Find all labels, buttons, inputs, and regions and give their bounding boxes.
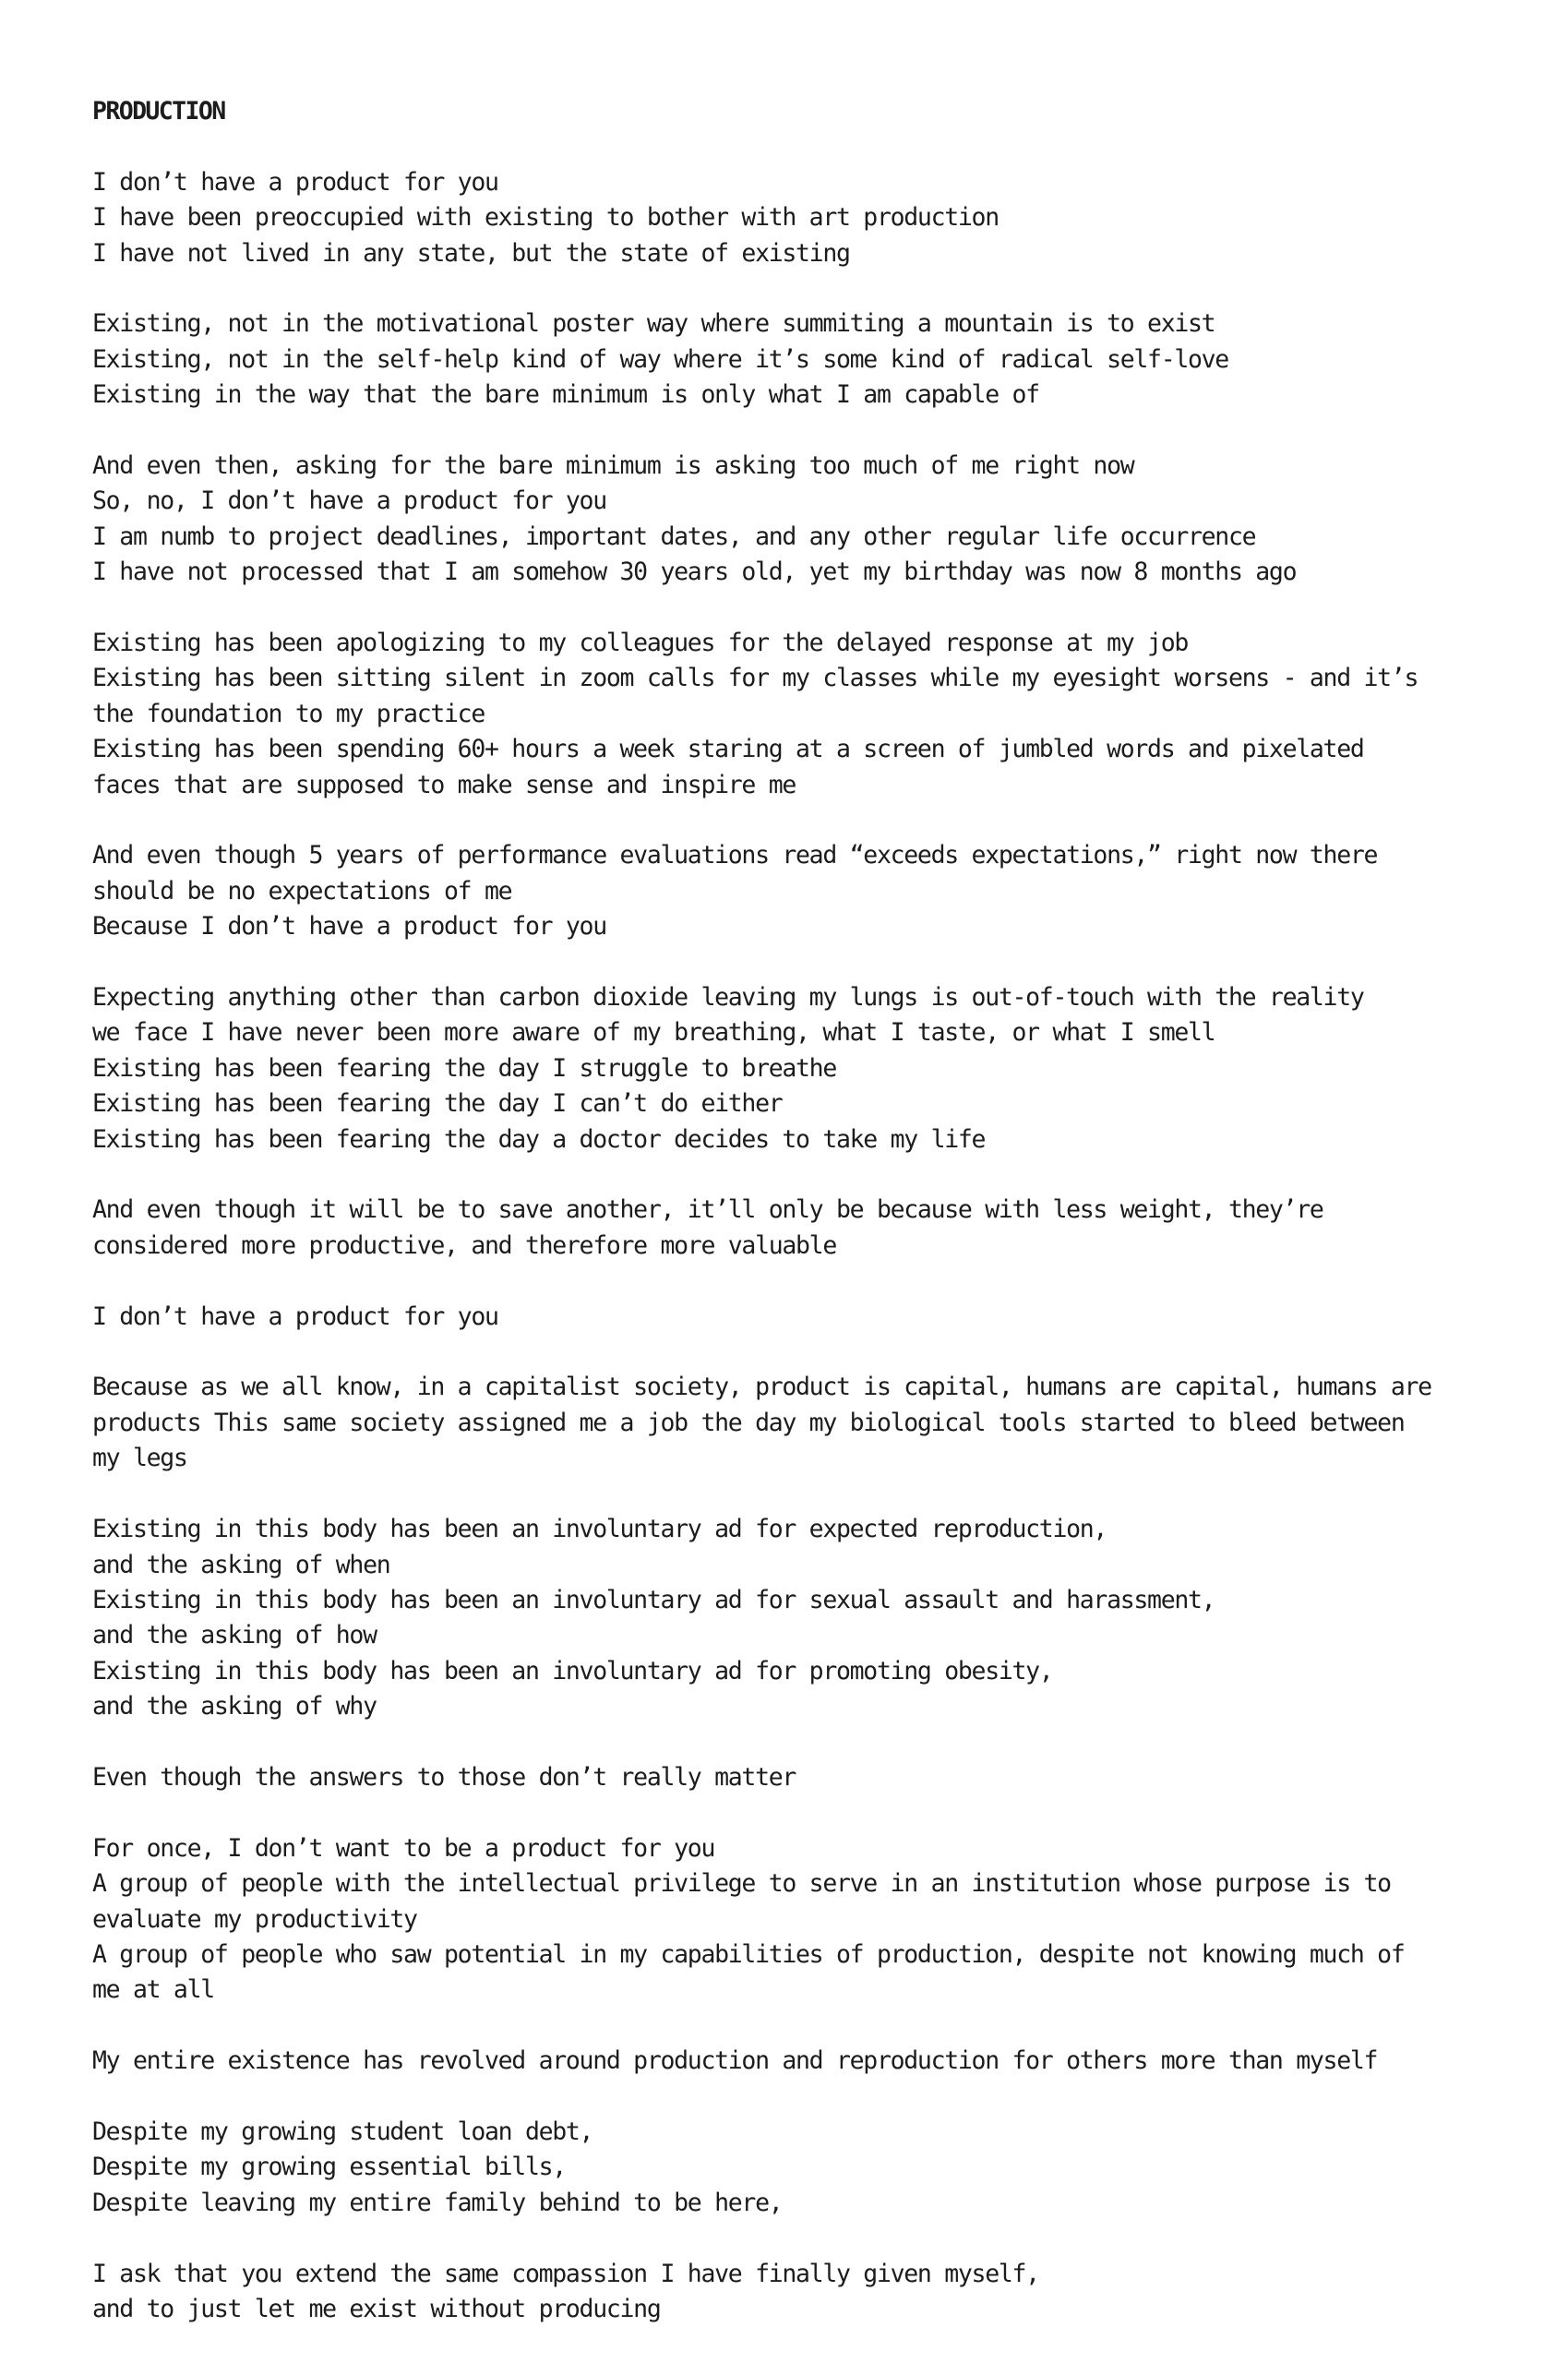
poem-line: Despite my growing essential bills, [92,2153,566,2182]
poem-line: Expecting anything other than carbon dioxide leaving my lungs is out-of-touch with the reality [92,983,1364,1013]
poem-line: Existing, not in the self-help kind of way where it’s some kind of radical self-love [92,344,1228,374]
stanza [92,2257,1495,2328]
poem-line: For once, I don’t want to be a product for you [92,1833,715,1863]
stanza [92,980,1495,1158]
stanza [92,2044,1495,2079]
poem-line: evaluate my productivity [92,1904,417,1934]
poem-line: and the asking of why [92,1692,377,1721]
stanza [92,838,1495,944]
stanza [92,1512,1495,1724]
poem-line: And even then, asking for the bare minimum is asking too much of me right now [92,451,1134,481]
poem-line: Despite leaving my entire family behind to be here, [92,2188,783,2217]
poem-line: Existing in the way that the bare minimum is only what I am capable of [92,380,1039,410]
stanza [92,1193,1495,1264]
poem-line: I don’t have a product for you [92,1301,498,1331]
poem-line: Because I don’t have a product for you [92,912,606,942]
stanza [92,1300,1495,1335]
poem-line: A group of people with the intellectual privilege to serve in an institution whose purpose is to [92,1869,1391,1899]
poem-line: and to just let me exist without producing [92,2294,661,2323]
poem-line: I have been preoccupied with existing to bother with art production [92,203,999,233]
poem-line: should be no expectations of me [92,876,512,906]
poem-line: Existing has been spending 60+ hours a week staring at a screen of jumbled words and pixelated [92,735,1364,764]
poem-line: My entire existence has revolved around production and reproduction for others more than myself [92,2046,1378,2076]
stanza [92,1831,1495,2009]
stanza [92,1370,1495,1476]
poem-line: Even though the answers to those don’t really matter [92,1762,796,1792]
poem-line: Existing has been sitting silent in zoom calls for my classes while my eyesight worsens - and it’s [92,664,1418,693]
poem-line: Existing in this body has been an involuntary ad for expected reproduction, [92,1515,1107,1544]
poem-line: me at all [92,1975,214,2005]
poem-line: I don’t have a product for you [92,167,498,197]
poem-line: Because as we all know, in a capitalist society, product is capital, humans are capital, humans are [92,1373,1431,1402]
poem-title: PRODUCTION [92,97,225,126]
stanza [92,626,1495,803]
poem-line: and the asking of how [92,1621,377,1650]
poem-line: considered more productive, and therefore more valuable [92,1230,836,1260]
poem-line: the foundation to my practice [92,699,485,728]
poem-line: Existing has been fearing the day I can’t do either [92,1089,783,1119]
stanza-list [92,165,1495,2328]
stanza [92,1760,1495,1795]
poem-line: I am numb to project deadlines, important dates, and any other regular life occurrence [92,522,1256,551]
poem-line: I have not lived in any state, but the state of existing [92,238,850,268]
poem-line: and the asking of when [92,1550,390,1579]
stanza [92,449,1495,591]
poem-line: Existing has been fearing the day I struggle to breathe [92,1053,836,1083]
poem-line: Existing has been apologizing to my colleagues for the delayed response at my job [92,629,1189,658]
poem-line: we face I have never been more aware of my breathing, what I taste, or what I smell [92,1018,1215,1048]
stanza [92,165,1495,271]
poem-line: And even though it will be to save another, it’ll only be because with less weight, they’re [92,1195,1323,1225]
poem-line: I have not processed that I am somehow 30 years old, yet my birthday was now 8 months ago [92,558,1297,587]
poem-body [92,94,1495,2363]
poem-line: Existing, not in the motivational poster way where summiting a mountain is to exist [92,309,1215,339]
stanza [92,2115,1495,2221]
poem-line: A group of people who saw potential in my capabilities of production, despite not knowing much of [92,1939,1405,1969]
poem-line: products This same society assigned me a job the day my biological tools started to bleed between [92,1408,1405,1437]
poem-line: Existing has been fearing the day a doctor decides to take my life [92,1124,986,1154]
poem-line: my legs [92,1444,187,1473]
poem-line: So, no, I don’t have a product for you [92,486,606,516]
poem-line: And even though 5 years of performance evaluations read “exceeds expectations,” right now there [92,841,1378,870]
poem-line: Existing in this body has been an involuntary ad for promoting obesity, [92,1656,1053,1685]
poem-line: Existing in this body has been an involuntary ad for sexual assault and harassment, [92,1585,1215,1614]
stanza [92,306,1495,413]
poem-line: Despite my growing student loan debt, [92,2117,593,2146]
poem-line: faces that are supposed to make sense and inspire me [92,770,796,799]
poem-line: I ask that you extend the same compassion I have finally given myself, [92,2259,1039,2288]
